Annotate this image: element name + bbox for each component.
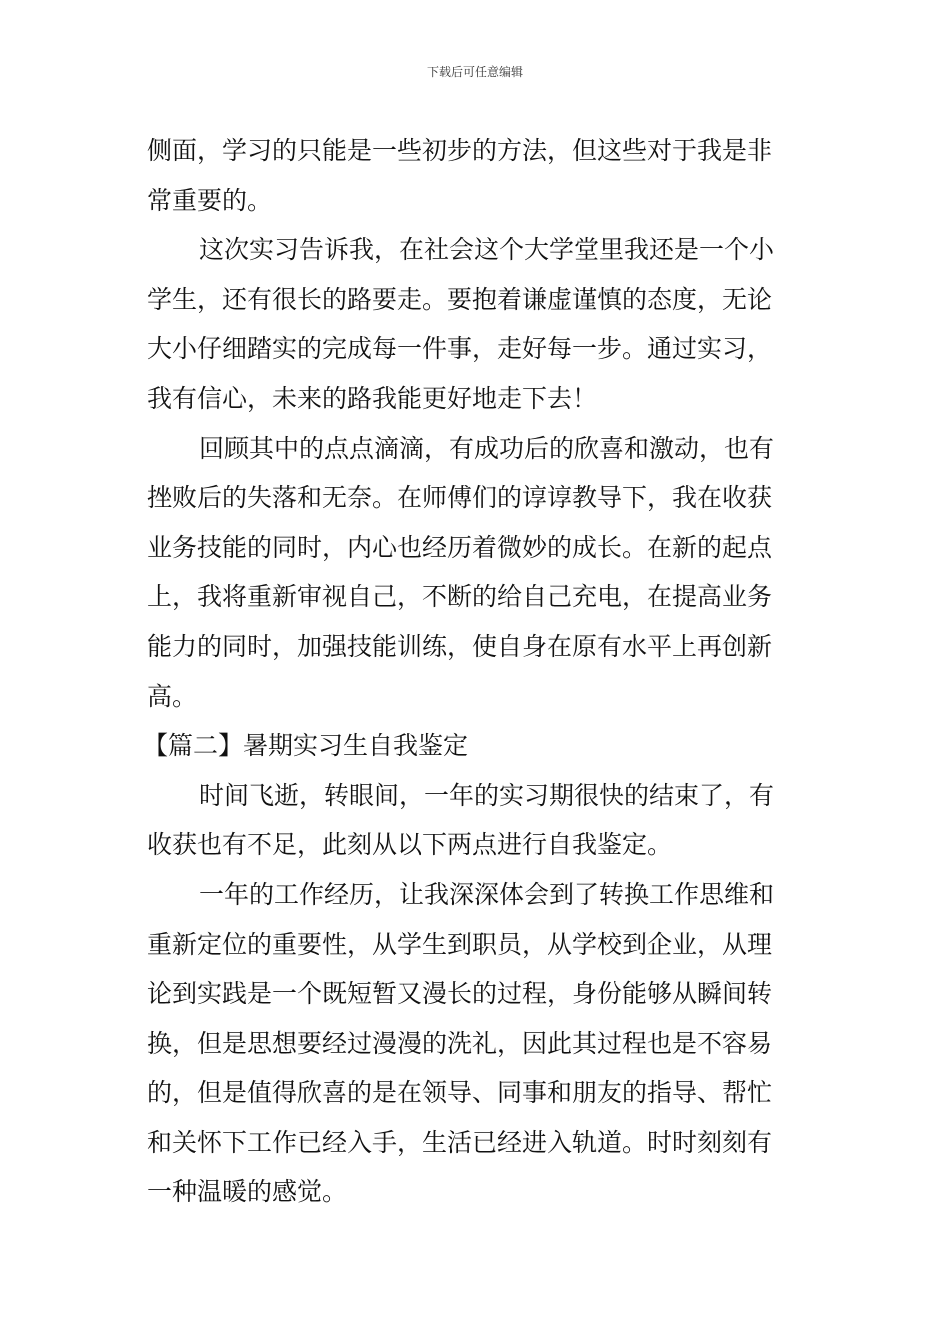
text-line: 和关怀下工作已经入手，生活已经进入轨道。时时刻刻有 bbox=[147, 1127, 773, 1157]
text-line: 能力的同时，加强技能训练，使自身在原有水平上再创新 bbox=[147, 631, 773, 661]
text-line: 侧面，学习的只能是一些初步的方法，但这些对于我是非 bbox=[147, 136, 773, 165]
text-line: 高。 bbox=[147, 681, 198, 711]
text-line: 大小仔细踏实的完成每一件事，走好每一步。通过实习， bbox=[147, 334, 773, 364]
text-line: 挫败后的失落和无奈。在师傅们的谆谆教导下，我在收获 bbox=[147, 483, 773, 513]
paragraph bbox=[147, 424, 807, 722]
text-line: 学生，还有很长的路要走。要抱着谦虚谨慎的态度，无论 bbox=[147, 284, 773, 314]
section-heading-text: 【篇二】暑期实习生自我鉴定 bbox=[143, 731, 469, 761]
text-line: 论到实践是一个既短暂又漫长的过程，身份能够从瞬间转 bbox=[147, 979, 773, 1009]
page-header: 下载后可任意编辑 bbox=[426, 65, 523, 79]
text-line: 我有信心，未来的路我能更好地走下去！ bbox=[147, 383, 598, 413]
text-line: 这次实习告诉我，在社会这个大学堂里我还是一个小 bbox=[199, 235, 775, 265]
paragraph bbox=[147, 126, 807, 225]
text-line: 业务技能的同时，内心也经历着微妙的成长。在新的起点 bbox=[147, 532, 773, 562]
text-line: 的，但是值得欣喜的是在领导、同事和朋友的指导、帮忙 bbox=[147, 1078, 773, 1108]
paragraph bbox=[147, 870, 807, 1217]
text-line: 一年的工作经历，让我深深体会到了转换工作思维和 bbox=[199, 879, 775, 909]
text-line: 时间飞逝，转眼间，一年的实习期很快的结束了，有 bbox=[199, 780, 775, 810]
text-line: 常重要的。 bbox=[147, 185, 273, 215]
paragraph bbox=[147, 771, 807, 870]
text-line: 收获也有不足，此刻从以下两点进行自我鉴定。 bbox=[147, 830, 673, 860]
section-heading bbox=[143, 721, 807, 771]
text-line: 重新定位的重要性，从学生到职员，从学校到企业，从理 bbox=[147, 929, 773, 959]
text-line: 换，但是思想要经过漫漫的洗礼，因此其过程也是不容易 bbox=[147, 1028, 773, 1058]
text-line: 一种温暖的感觉。 bbox=[147, 1177, 348, 1207]
text-line: 回顾其中的点点滴滴，有成功后的欣喜和激动，也有 bbox=[199, 433, 775, 463]
paragraph bbox=[147, 225, 807, 423]
text-line: 上，我将重新审视自己，不断的给自己充电，在提高业务 bbox=[147, 582, 773, 612]
document-body bbox=[143, 126, 807, 1217]
